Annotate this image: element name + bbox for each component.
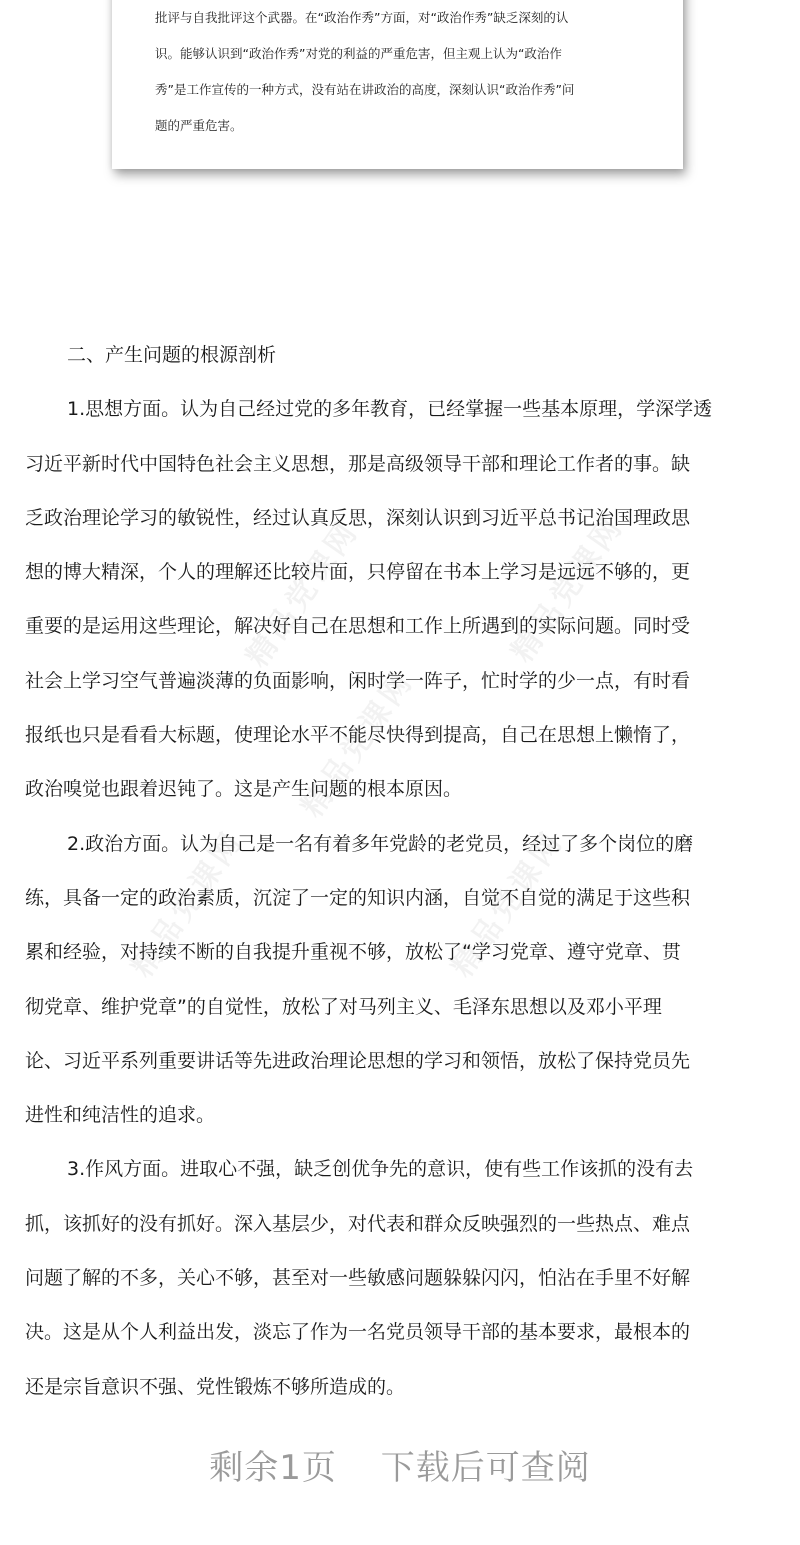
- watermark: 精品党课网: [124, 824, 251, 984]
- paragraph-line: 决。这是从个人利益出发，淡忘了作为一名党员领导干部的基本要求，最根本的: [25, 1321, 691, 1344]
- paragraph-politics: [25, 817, 780, 1143]
- preview-card-text: [155, 0, 655, 144]
- paragraph-line: 习近平新时代中国特色社会主义思想，那是高级领导干部和理论工作者的事。缺: [25, 452, 691, 475]
- watermark: 精品党课网: [239, 514, 366, 674]
- card-line: 题的严重危害。: [155, 118, 243, 133]
- paragraph-thinking: [25, 382, 780, 816]
- download-to-view-label[interactable]: 下载后可查阅: [380, 1448, 591, 1488]
- watermark: 精品党课网: [294, 664, 421, 824]
- paragraph-line: 练，具备一定的政治素质，沉淀了一定的知识内涵，自觉不自觉的满足于这些积: [25, 886, 691, 909]
- paragraph-line: 社会上学习空气普遍淡薄的负面影响，闲时学一阵子，忙时学的少一点，有时看: [25, 669, 691, 692]
- paragraph-line: 政治嗅觉也跟着迟钝了。这是产生问题的根本原因。: [25, 778, 463, 801]
- paragraph-line: 累和经验，对持续不断的自我提升重视不够，放松了“学习党章、遵守党章、贯: [25, 941, 681, 964]
- document-body: [25, 328, 780, 1414]
- paragraph-work-style: [25, 1142, 780, 1413]
- card-line: 批评与自我批评这个武器。在“政治作秀”方面，对“政治作秀”缺乏深刻的认: [155, 10, 569, 25]
- paragraph-line: 还是宗旨意识不强、党性锻炼不够所造成的。: [25, 1375, 406, 1398]
- paragraph-line: 彻党章、维护党章”的自觉性，放松了对马列主义、毛泽东思想以及邓小平理: [25, 995, 662, 1018]
- paragraph-line: 重要的是运用这些理论，解决好自己在思想和工作上所遇到的实际问题。同时受: [25, 615, 691, 638]
- preview-card: [112, 0, 683, 169]
- paragraph-line: 乏政治理论学习的敏锐性，经过认真反思，深刻认识到习近平总书记治国理政思: [25, 506, 691, 529]
- paragraph-line: 进性和纯洁性的追求。: [25, 1104, 216, 1127]
- paragraph-line: 2.政治方面。认为自己是一名有着多年党龄的老党员，经过了多个岗位的磨: [67, 832, 694, 855]
- paragraph-line: 报纸也只是看看大标题，使理论水平不能尽快得到提高，自己在思想上懒惰了，: [25, 724, 691, 747]
- card-line: 识。能够认识到“政治作秀”对党的利益的严重危害，但主观上认为“政治作: [155, 46, 562, 61]
- download-prompt-banner[interactable]: [0, 1440, 800, 1489]
- paragraph-line: 1.思想方面。认为自己经过党的多年教育，已经掌握一些基本原理，学深学透: [67, 398, 713, 421]
- paragraph-line: 问题了解的不多，关心不够，甚至对一些敏感问题躲躲闪闪，怕沾在手里不好解: [25, 1267, 691, 1290]
- paragraph-line: 想的博大精深，个人的理解还比较片面，只停留在书本上学习是远远不够的，更: [25, 561, 691, 584]
- paragraph-line: 论、习近平系列重要讲话等先进政治理论思想的学习和领悟，放松了保持党员先: [25, 1049, 691, 1072]
- watermark: 精品党课网: [504, 509, 631, 669]
- remaining-pages-label: 剩余1页: [209, 1448, 337, 1488]
- watermark: 精品党课网: [444, 824, 571, 984]
- paragraph-line: 3.作风方面。进取心不强，缺乏创优争先的意识，使有些工作该抓的没有去: [67, 1158, 694, 1181]
- card-line: 秀”是工作宣传的一种方式，没有站在讲政治的高度，深刻认识“政治作秀”问: [155, 82, 575, 97]
- section-heading: 二、产生问题的根源剖析: [67, 344, 277, 366]
- paragraph-line: 抓，该抓好的没有抓好。深入基层少，对代表和群众反映强烈的一些热点、难点: [25, 1212, 691, 1235]
